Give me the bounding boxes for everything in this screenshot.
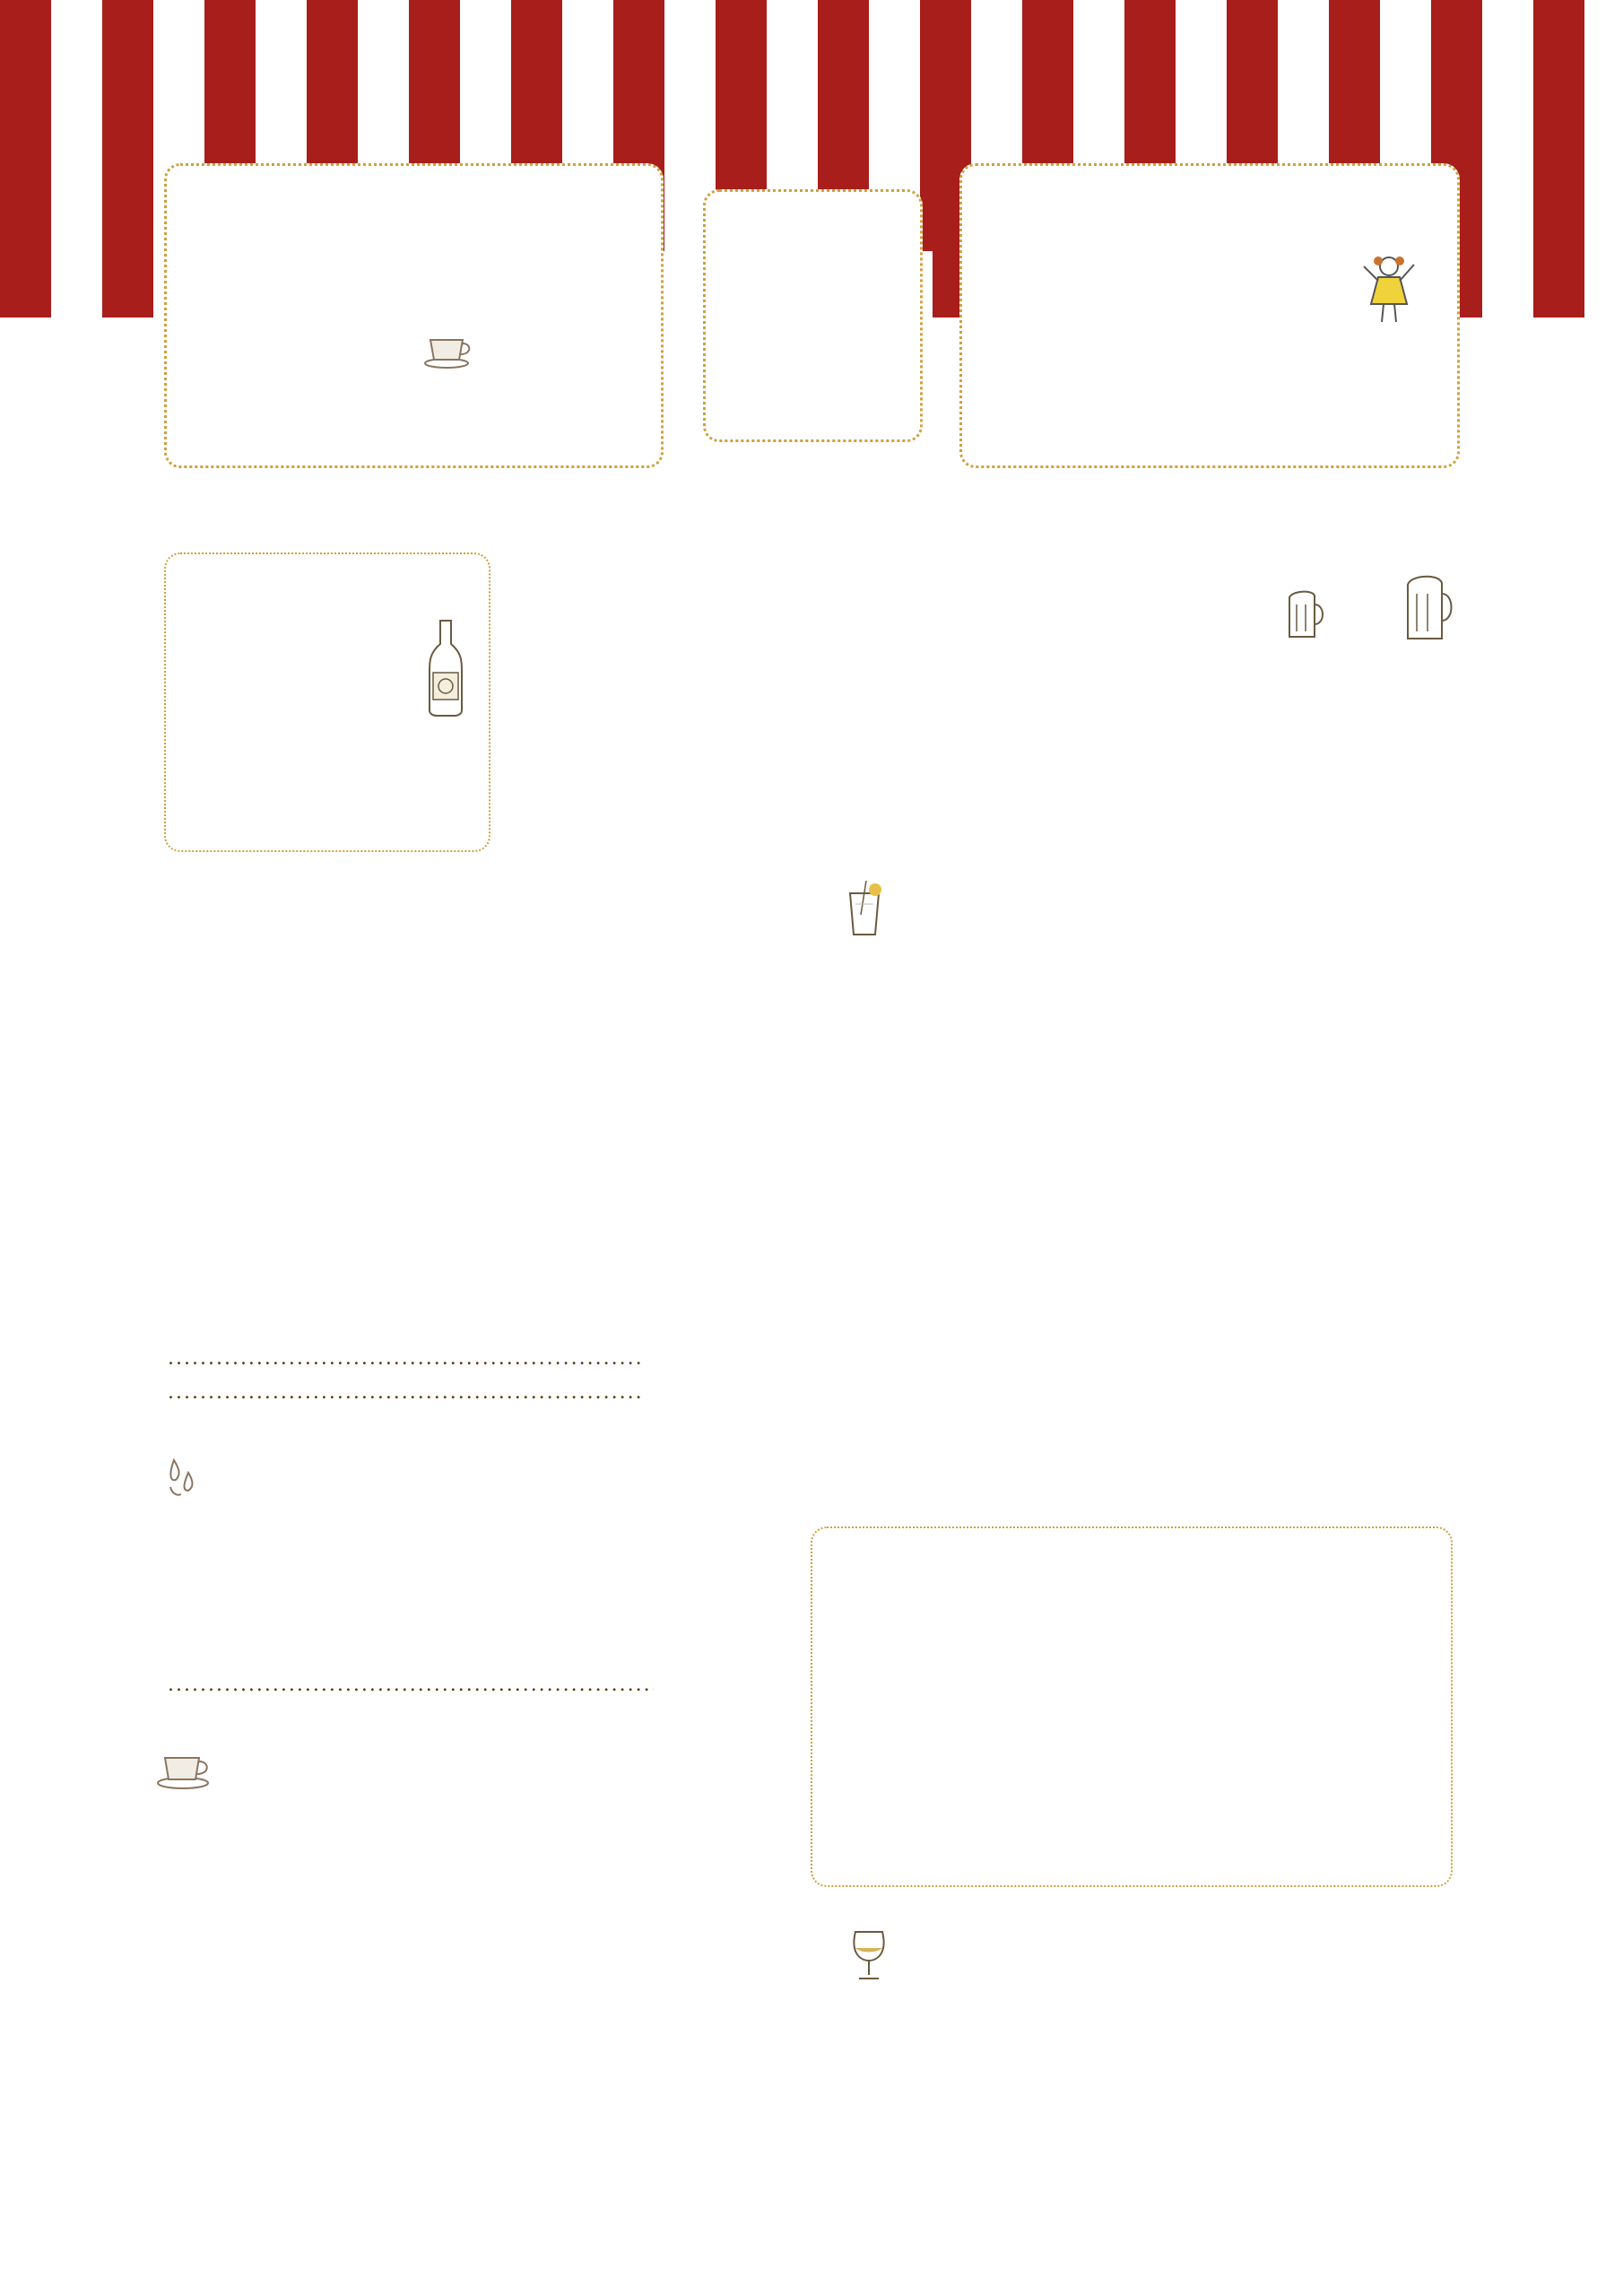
- menu-chef-box: [164, 163, 664, 468]
- brandy-glass-icon: [848, 1926, 890, 1982]
- water-drops-icon: [161, 1457, 201, 1500]
- cocktail-glass-icon: [843, 879, 886, 938]
- bouteilles-box: [164, 552, 490, 852]
- beer-mug-small-icon: [1284, 587, 1327, 640]
- softs-box: [811, 1526, 1453, 1887]
- beer-mug-large-icon: [1402, 572, 1456, 642]
- eaux-supp-sirop: [164, 1674, 760, 1696]
- child-drawing-icon: [1360, 252, 1419, 326]
- hot-coffee-icon: [156, 1749, 212, 1790]
- coffee-cup-icon: [423, 331, 473, 369]
- aperitif-supp-sirop: [164, 1347, 760, 1370]
- plat-du-jour-box: [703, 189, 923, 442]
- menu-pitchoun-box: [959, 163, 1460, 468]
- beer-bottle-icon: [426, 617, 465, 718]
- aperitif-supp-soft: [164, 1381, 760, 1404]
